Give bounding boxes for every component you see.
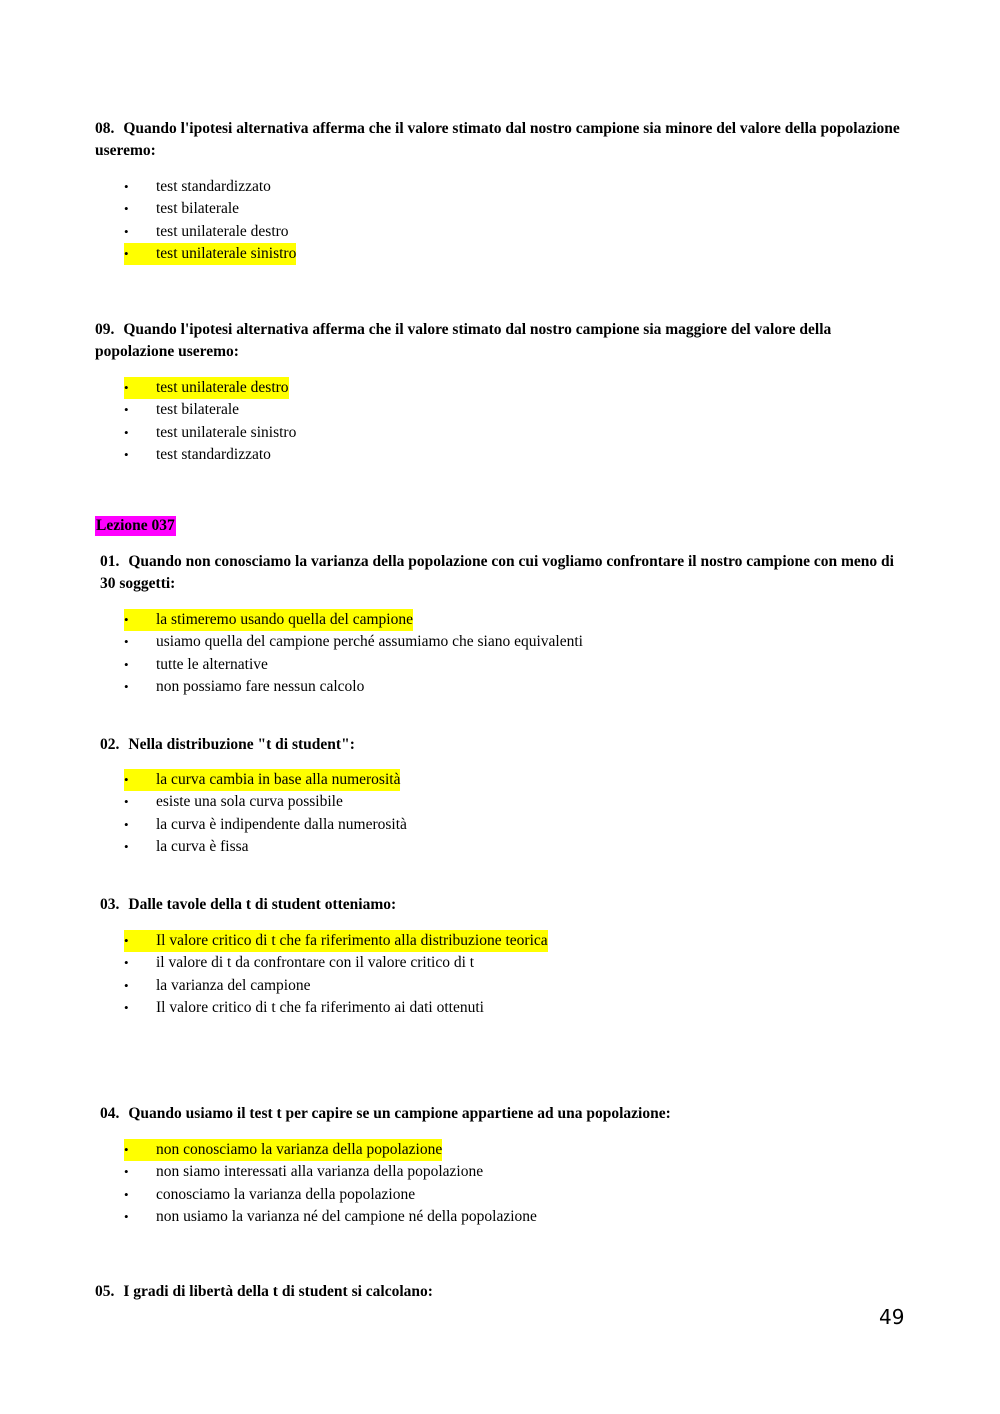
answer-option [124,997,548,1019]
answer-text: la curva è indipendente dalla numerosità [156,815,407,833]
answer-row [124,676,364,698]
answer-row [124,422,296,444]
answer-text: esiste una sola curva possibile [156,793,343,811]
question-03: 03. Dalle tavole della t di student otteniamo: [100,896,397,913]
bullet-icon: • [124,223,129,239]
options-04 [124,1139,537,1228]
page-number: 49 [879,1305,905,1329]
bullet-icon: • [124,678,129,694]
lesson-heading: Lezione 037 [96,517,175,534]
answer-option [124,1161,537,1183]
bullet-icon: • [124,634,129,650]
question-08: 08. Quando l'ipotesi alternativa afferma che il valore stimato dal nostro campione sia minore del valore della popolazione useremo: [95,120,900,159]
bullet-icon: • [124,201,129,217]
answer-option [124,654,583,676]
answer-option [124,791,407,813]
bullet-icon: • [124,402,129,418]
answer-text: usiamo quella del campione perché assumiamo che siano equivalenti [156,633,583,651]
answer-text: la stimeremo usando quella del campione [156,611,413,628]
answer-option [124,814,407,836]
answer-option [124,930,548,952]
answer-row [124,997,484,1019]
bullet-icon: • [124,999,129,1015]
question-02: 02. Nella distribuzione "t di student": [100,736,355,753]
question-09: 09. Quando l'ipotesi alternativa afferma che il valore stimato dal nostro campione sia maggiore del valore della popolazione useremo: [95,321,832,360]
answer-row [124,444,271,466]
answer-row [124,836,249,858]
answer-option [124,1139,537,1161]
answer-row [124,399,239,421]
answer-text: il valore di t da confrontare con il valore critico di t [156,954,475,972]
options-09 [124,377,296,466]
answer-option [124,221,296,243]
options-01 [124,609,583,698]
correct-answer-highlight [124,1139,442,1161]
answer-text: test standardizzato [156,178,271,195]
answer-option [124,975,548,997]
answer-option [124,769,407,791]
answer-text: non conosciamo la varianza della popolazione [156,1141,443,1158]
bullet-icon: • [124,179,129,194]
answer-option [124,836,407,858]
answer-option [124,1184,537,1206]
answer-row [124,952,474,974]
bullet-icon: • [124,816,129,832]
answer-text: non usiamo la varianza né del campione né della popolazione [156,1207,537,1225]
bullet-icon: • [124,1142,129,1157]
bullet-icon: • [124,424,129,440]
bullet-icon: • [124,612,129,627]
bullet-icon: • [124,933,129,948]
bullet-icon: • [124,446,129,462]
bullet-icon: • [124,380,129,395]
answer-option [124,422,296,444]
answer-text: test unilaterale destro [156,222,289,240]
answer-text: test unilaterale sinistro [156,423,297,441]
correct-answer-highlight [124,377,289,399]
answer-text: test bilaterale [156,200,240,218]
answer-text: test unilaterale sinistro [156,244,297,262]
answer-text: Il valore critico di t che fa riferimento alla distribuzione teorica [156,932,548,949]
options-02 [124,769,407,858]
answer-text: conosciamo la varianza della popolazione [156,1185,416,1203]
answer-option [124,1206,537,1228]
answer-text: non possiamo fare nessun calcolo [156,677,365,695]
bullet-icon: • [124,955,129,971]
answer-row [124,975,311,997]
options-08 [124,176,296,265]
bullet-icon: • [124,1186,129,1202]
answer-row [124,1184,415,1206]
bullet-icon: • [124,794,129,810]
answer-option [124,609,583,631]
answer-row [124,1161,483,1183]
correct-answer-highlight [124,769,400,791]
answer-text: test standardizzato [156,445,271,463]
bullet-icon: • [124,977,129,993]
correct-answer-highlight [124,609,413,631]
answer-row [124,654,268,676]
answer-row [124,176,271,198]
answer-row [124,631,583,653]
bullet-icon: • [124,772,129,787]
answer-row [124,791,343,813]
answer-option [124,444,296,466]
answer-row [124,1206,537,1228]
answer-row [124,814,407,836]
correct-answer-highlight [124,930,548,952]
answer-option [124,176,296,198]
bullet-icon: • [124,1164,129,1180]
answer-option [124,399,296,421]
question-05: 05. I gradi di libertà della t di student si calcolano: [95,1283,433,1300]
answer-option [124,676,583,698]
bullet-icon: • [124,245,129,261]
answer-option [124,243,296,265]
question-01: 01. Quando non conosciamo la varianza della popolazione con cui vogliamo confrontare il nostro campione con meno di 30 soggetti: [100,553,894,592]
answer-text: tutte le alternative [156,655,268,673]
answer-text: la curva cambia in base alla numerosità [156,771,401,788]
answer-text: non siamo interessati alla varianza della popolazione [156,1163,484,1181]
answer-option [124,377,296,399]
answer-option [124,631,583,653]
answer-text: test unilaterale destro [156,379,289,396]
answer-text: la curva è fissa [156,837,249,855]
answer-option [124,198,296,220]
answer-row [124,221,289,243]
answer-text: test bilaterale [156,401,240,419]
options-03 [124,930,548,1019]
bullet-icon: • [124,656,129,672]
bullet-icon: • [124,838,129,854]
answer-text: la varianza del campione [156,976,311,994]
correct-answer-highlight [124,243,296,265]
answer-row [124,198,239,220]
answer-option [124,952,548,974]
answer-text: Il valore critico di t che fa riferimento ai dati ottenuti [156,998,484,1016]
question-04: 04. Quando usiamo il test t per capire se un campione appartiene ad una popolazione: [100,1105,671,1122]
bullet-icon: • [124,1208,129,1224]
